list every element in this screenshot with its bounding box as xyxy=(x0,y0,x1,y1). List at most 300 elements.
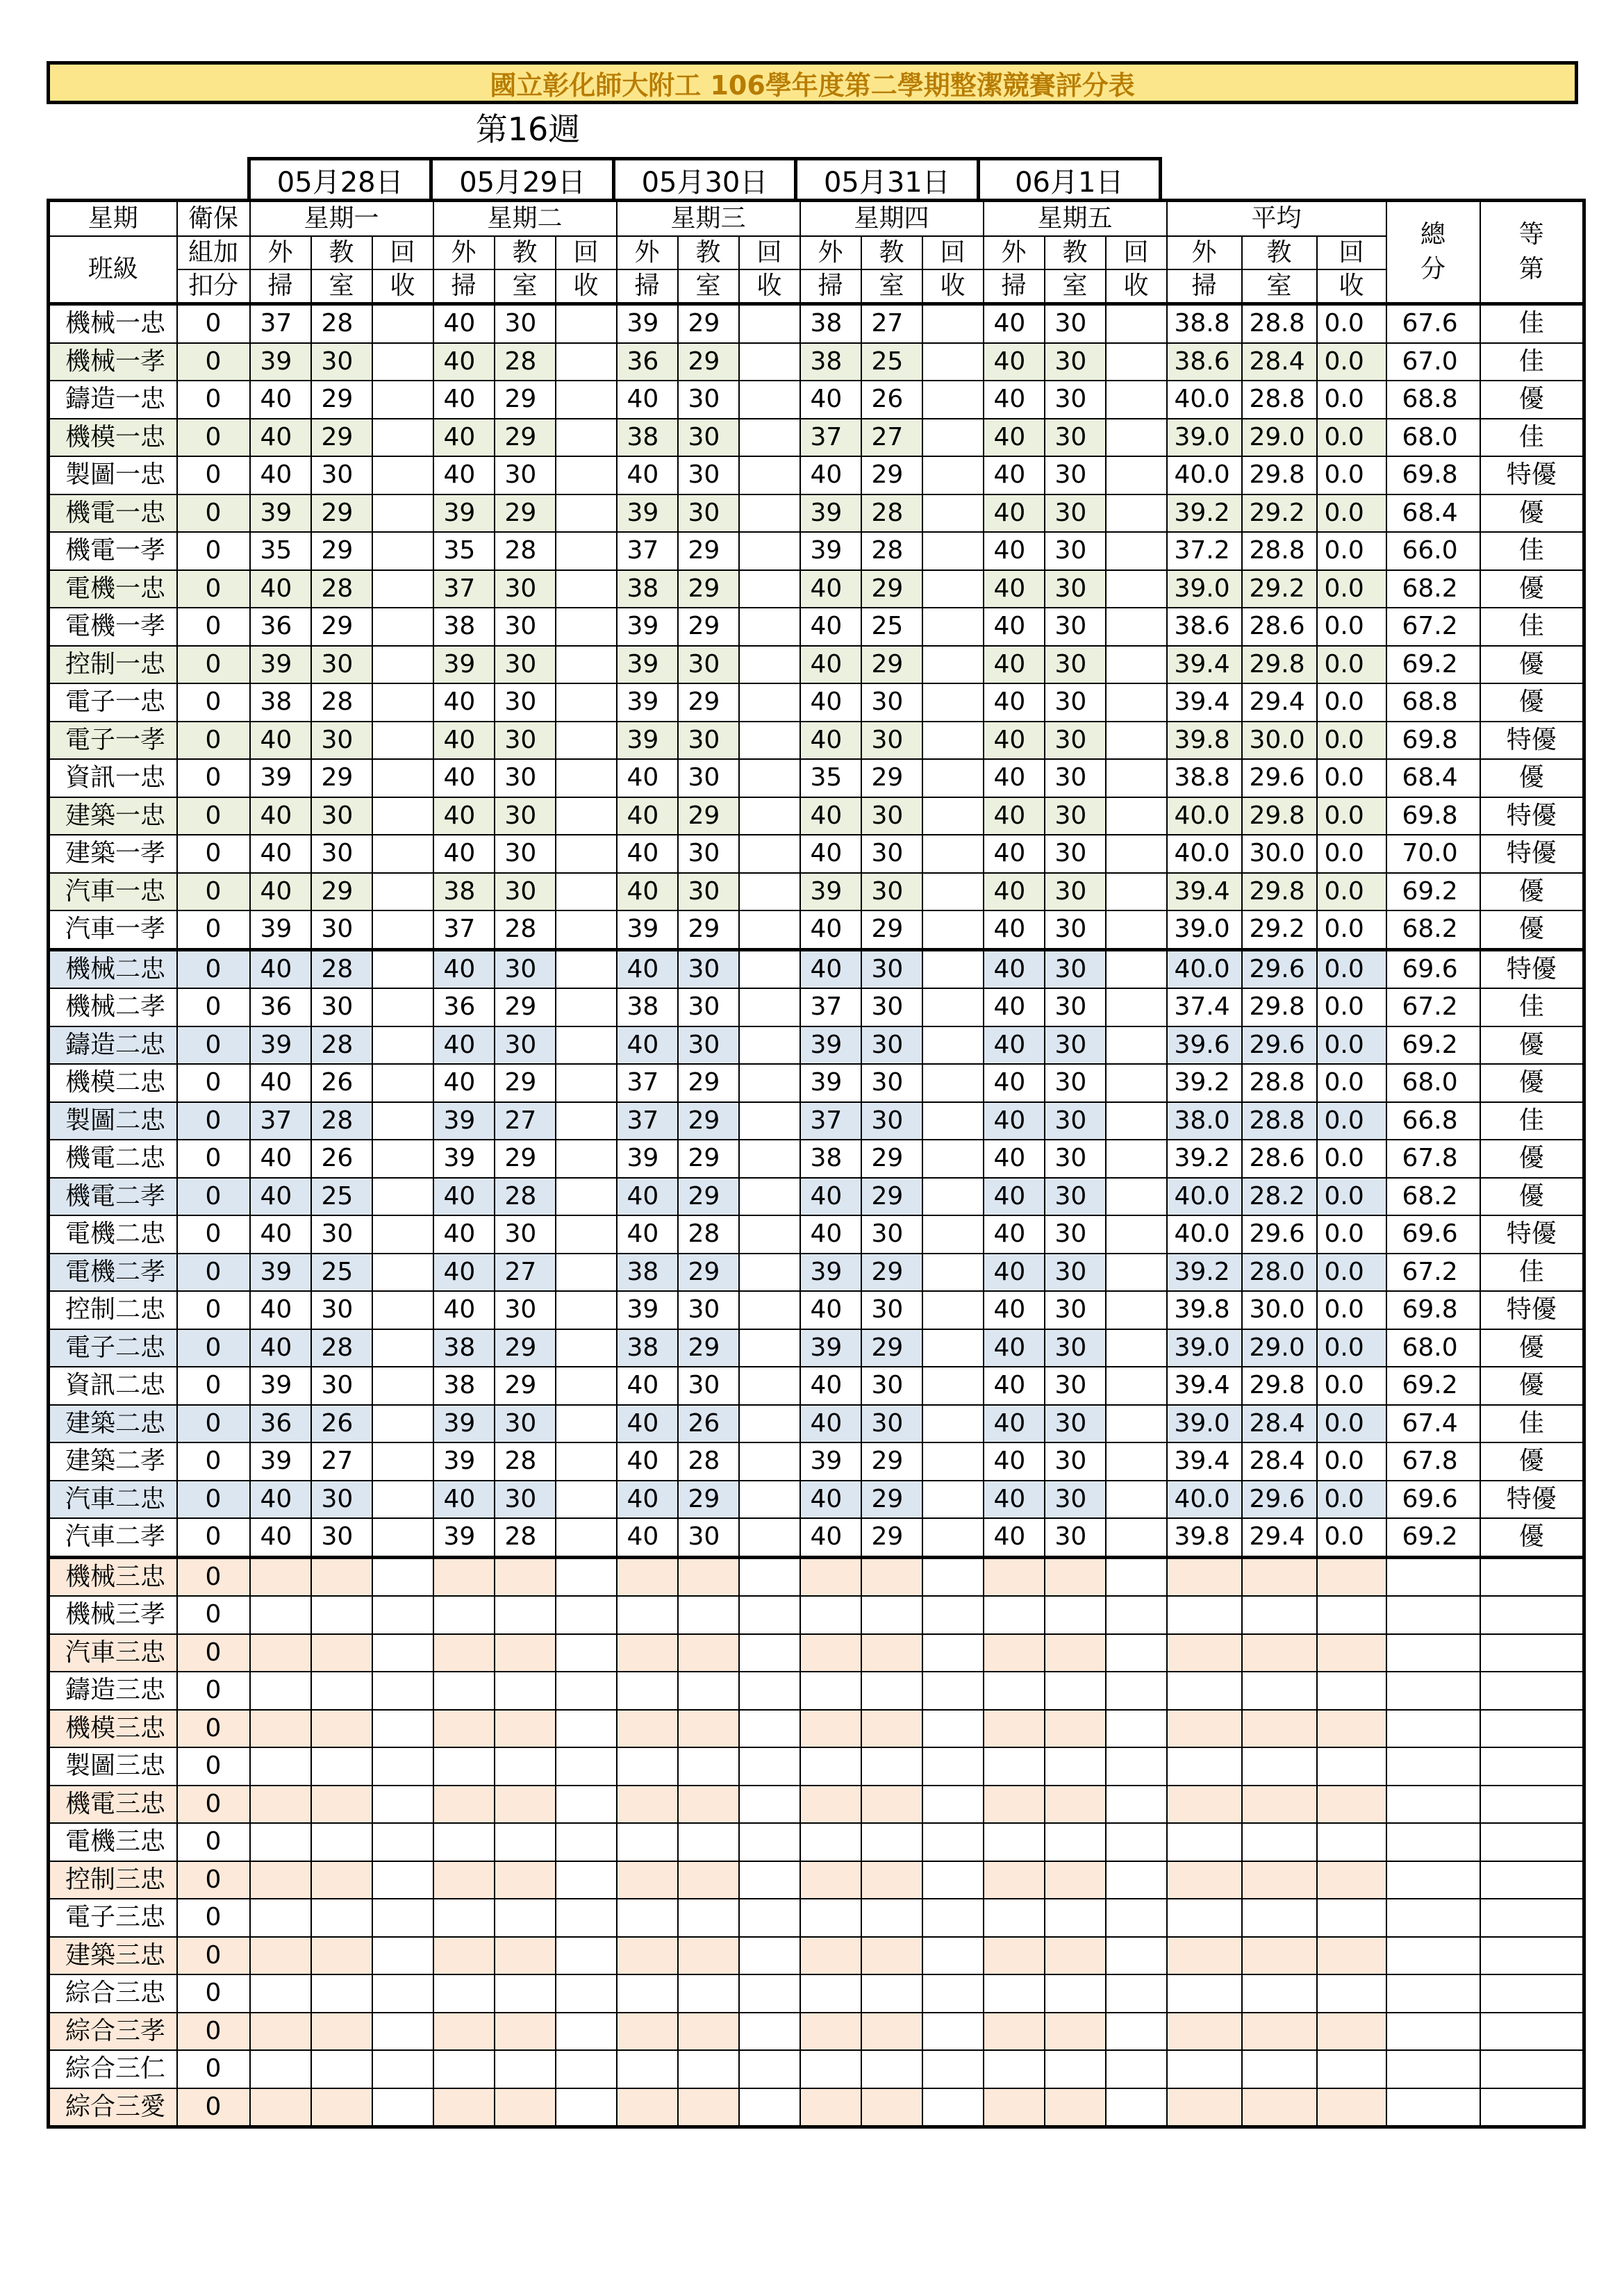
total-header-top: 總 xyxy=(1420,220,1445,249)
score-cell: 29 xyxy=(861,759,922,797)
score-cell: 26 xyxy=(678,1405,739,1443)
score-cell xyxy=(984,1634,1045,1672)
class-name-cell: 電機一孝 xyxy=(49,608,177,646)
date-cell: 05月31日 xyxy=(796,159,978,201)
score-cell xyxy=(372,2088,433,2127)
average-cell xyxy=(1317,1634,1386,1672)
score-cell: 38 xyxy=(250,683,311,722)
score-cell xyxy=(556,494,617,533)
average-cell: 0.0 xyxy=(1317,797,1386,835)
score-cell xyxy=(984,2013,1045,2051)
score-cell: 40 xyxy=(984,456,1045,494)
table-row xyxy=(49,2088,1584,2127)
score-cell: 30 xyxy=(311,343,372,381)
score-cell: 30 xyxy=(495,608,556,646)
score-cell xyxy=(922,1710,984,1748)
subheader-top: 外 xyxy=(1167,236,1242,269)
deduct-label-3: 扣分 xyxy=(177,269,250,304)
average-cell xyxy=(1242,1596,1317,1634)
score-cell xyxy=(556,1481,617,1519)
score-cell xyxy=(372,494,433,533)
score-cell xyxy=(311,1557,372,1596)
rank-cell: 優 xyxy=(1480,1140,1584,1178)
average-cell: 0.0 xyxy=(1317,646,1386,684)
total-cell xyxy=(1386,2088,1480,2127)
table-row xyxy=(49,532,1584,570)
average-cell: 0.0 xyxy=(1317,1481,1386,1519)
score-cell: 40 xyxy=(984,797,1045,835)
total-cell xyxy=(1386,1823,1480,1861)
table-row xyxy=(49,1518,1584,1557)
table-row xyxy=(49,1899,1584,1937)
total-cell: 67.8 xyxy=(1386,1442,1480,1481)
score-cell: 40 xyxy=(984,494,1045,533)
score-cell xyxy=(433,2013,495,2051)
score-cell xyxy=(922,2050,984,2088)
score-cell xyxy=(984,1672,1045,1710)
score-cell xyxy=(1045,2088,1106,2127)
score-cell xyxy=(1106,532,1167,570)
total-cell: 67.2 xyxy=(1386,1254,1480,1292)
score-cell: 39 xyxy=(250,343,311,381)
average-cell: 39.4 xyxy=(1167,873,1242,911)
score-cell xyxy=(800,1557,861,1596)
score-cell xyxy=(739,910,800,949)
score-cell: 30 xyxy=(678,835,739,873)
score-cell xyxy=(739,1367,800,1405)
average-cell: 39.8 xyxy=(1167,1291,1242,1329)
total-cell xyxy=(1386,1747,1480,1786)
subheader-bottom: 收 xyxy=(1106,269,1167,304)
deduct-cell: 0 xyxy=(177,1747,250,1786)
score-cell: 40 xyxy=(250,1518,311,1557)
score-cell: 26 xyxy=(311,1405,372,1443)
score-cell: 30 xyxy=(1045,988,1106,1026)
score-cell xyxy=(433,1672,495,1710)
average-cell: 39.6 xyxy=(1167,1026,1242,1065)
average-cell: 0.0 xyxy=(1317,1329,1386,1367)
score-cell: 29 xyxy=(495,1329,556,1367)
score-cell xyxy=(311,1937,372,1975)
score-cell: 29 xyxy=(678,570,739,608)
score-cell: 40 xyxy=(800,683,861,722)
score-cell xyxy=(739,343,800,381)
rank-cell xyxy=(1480,1557,1584,1596)
score-cell: 40 xyxy=(433,381,495,419)
date-cell: 05月30日 xyxy=(613,159,795,201)
score-cell: 29 xyxy=(678,910,739,949)
score-cell: 30 xyxy=(1045,1178,1106,1216)
score-cell: 25 xyxy=(311,1254,372,1292)
average-cell: 29.6 xyxy=(1242,759,1317,797)
score-cell: 40 xyxy=(800,570,861,608)
score-cell: 29 xyxy=(678,1064,739,1102)
score-cell: 30 xyxy=(678,456,739,494)
score-cell xyxy=(1106,1634,1167,1672)
score-cell: 30 xyxy=(495,1405,556,1443)
score-cell: 29 xyxy=(678,1329,739,1367)
subheader-bottom: 室 xyxy=(861,269,922,304)
average-cell: 29.6 xyxy=(1242,1481,1317,1519)
score-cell xyxy=(800,1861,861,1899)
score-cell xyxy=(1106,1254,1167,1292)
score-cell xyxy=(739,1634,800,1672)
score-cell: 30 xyxy=(495,722,556,760)
score-cell xyxy=(1106,2050,1167,2088)
score-cell xyxy=(1106,835,1167,873)
score-cell xyxy=(922,532,984,570)
score-cell xyxy=(1106,1329,1167,1367)
score-cell: 39 xyxy=(250,910,311,949)
score-cell xyxy=(556,608,617,646)
score-cell: 38 xyxy=(433,608,495,646)
score-cell: 40 xyxy=(984,759,1045,797)
score-cell xyxy=(739,419,800,457)
score-cell xyxy=(1106,570,1167,608)
score-cell xyxy=(1106,1140,1167,1178)
score-cell: 40 xyxy=(984,1442,1045,1481)
score-cell xyxy=(311,1634,372,1672)
average-cell: 30.0 xyxy=(1242,1291,1317,1329)
average-cell: 28.4 xyxy=(1242,343,1317,381)
score-cell: 29 xyxy=(495,419,556,457)
score-cell xyxy=(861,1899,922,1937)
score-cell: 40 xyxy=(433,759,495,797)
rank-cell: 優 xyxy=(1480,494,1584,533)
average-header: 平均 xyxy=(1167,201,1386,237)
score-cell: 30 xyxy=(1045,532,1106,570)
score-cell xyxy=(922,1672,984,1710)
score-cell xyxy=(922,683,984,722)
score-cell xyxy=(617,2050,678,2088)
average-cell xyxy=(1167,1823,1242,1861)
average-cell xyxy=(1242,1672,1317,1710)
table-row xyxy=(49,988,1584,1026)
class-name-cell: 汽車三忠 xyxy=(49,1634,177,1672)
score-cell xyxy=(372,1596,433,1634)
score-cell: 38 xyxy=(433,873,495,911)
score-cell: 39 xyxy=(433,1140,495,1178)
total-cell xyxy=(1386,1557,1480,1596)
score-cell xyxy=(739,570,800,608)
score-cell: 40 xyxy=(984,1291,1045,1329)
deduct-cell: 0 xyxy=(177,2013,250,2051)
total-cell: 69.8 xyxy=(1386,1291,1480,1329)
table-row xyxy=(49,2013,1584,2051)
score-cell: 40 xyxy=(800,910,861,949)
score-cell xyxy=(984,1786,1045,1824)
total-cell: 68.2 xyxy=(1386,570,1480,608)
score-cell xyxy=(800,1596,861,1634)
score-cell xyxy=(372,304,433,343)
weekday-header: 星期四 xyxy=(800,201,984,237)
rank-cell: 優 xyxy=(1480,1026,1584,1065)
average-cell: 37.2 xyxy=(1167,532,1242,570)
score-cell xyxy=(678,2013,739,2051)
score-cell xyxy=(1045,1710,1106,1748)
score-cell: 40 xyxy=(984,1064,1045,1102)
score-cell: 25 xyxy=(861,608,922,646)
class-name-cell: 機械二忠 xyxy=(49,949,177,988)
weekday-header: 星期五 xyxy=(984,201,1167,237)
score-cell xyxy=(739,683,800,722)
subheader-top: 教 xyxy=(311,236,372,269)
score-cell: 29 xyxy=(678,797,739,835)
score-cell xyxy=(800,1937,861,1975)
table-row xyxy=(49,608,1584,646)
score-cell: 30 xyxy=(861,797,922,835)
score-cell xyxy=(922,1178,984,1216)
score-cell xyxy=(250,1557,311,1596)
total-cell: 68.0 xyxy=(1386,419,1480,457)
average-cell xyxy=(1242,1861,1317,1899)
score-cell xyxy=(800,1974,861,2013)
score-cell xyxy=(250,2013,311,2051)
score-cell xyxy=(739,1937,800,1975)
class-name-cell: 機模一忠 xyxy=(49,419,177,457)
score-cell: 39 xyxy=(617,646,678,684)
score-cell xyxy=(311,1710,372,1748)
total-cell xyxy=(1386,1861,1480,1899)
rank-cell: 優 xyxy=(1480,1442,1584,1481)
deduct-cell: 0 xyxy=(177,1710,250,1748)
score-cell xyxy=(922,988,984,1026)
score-cell: 30 xyxy=(1045,1291,1106,1329)
score-cell xyxy=(433,2088,495,2127)
score-cell xyxy=(250,1823,311,1861)
score-cell: 30 xyxy=(1045,1254,1106,1292)
score-cell: 40 xyxy=(617,456,678,494)
score-cell: 40 xyxy=(617,1405,678,1443)
score-cell xyxy=(372,1861,433,1899)
score-cell xyxy=(739,1178,800,1216)
average-cell: 0.0 xyxy=(1317,1291,1386,1329)
score-cell: 40 xyxy=(617,873,678,911)
score-cell: 30 xyxy=(678,949,739,988)
score-cell xyxy=(556,1974,617,2013)
score-cell xyxy=(922,1254,984,1292)
score-cell: 30 xyxy=(861,1405,922,1443)
score-cell xyxy=(1106,1861,1167,1899)
score-cell xyxy=(739,1710,800,1748)
score-cell xyxy=(250,1786,311,1824)
score-cell xyxy=(556,1215,617,1254)
score-cell: 39 xyxy=(433,1442,495,1481)
score-cell xyxy=(739,608,800,646)
deduct-cell: 0 xyxy=(177,1215,250,1254)
rank-cell: 佳 xyxy=(1480,304,1584,343)
average-cell: 40.0 xyxy=(1167,381,1242,419)
total-cell: 66.0 xyxy=(1386,532,1480,570)
score-cell: 40 xyxy=(617,1178,678,1216)
score-cell xyxy=(311,1823,372,1861)
score-cell xyxy=(495,1747,556,1786)
score-cell: 40 xyxy=(617,1442,678,1481)
score-cell xyxy=(372,1367,433,1405)
score-cell: 39 xyxy=(800,1329,861,1367)
score-cell xyxy=(922,1634,984,1672)
subheader-bottom: 掃 xyxy=(984,269,1045,304)
score-cell xyxy=(800,1899,861,1937)
score-cell xyxy=(556,1557,617,1596)
score-cell: 30 xyxy=(1045,1518,1106,1557)
score-cell xyxy=(861,1747,922,1786)
average-cell xyxy=(1317,1861,1386,1899)
score-cell xyxy=(372,1102,433,1140)
score-cell: 37 xyxy=(800,419,861,457)
score-cell: 30 xyxy=(1045,683,1106,722)
score-cell xyxy=(556,343,617,381)
score-cell xyxy=(739,835,800,873)
table-row xyxy=(49,1596,1584,1634)
score-cell: 30 xyxy=(861,949,922,988)
score-cell: 39 xyxy=(433,1102,495,1140)
score-cell xyxy=(922,1596,984,1634)
subheader-top: 教 xyxy=(678,236,739,269)
score-cell xyxy=(556,419,617,457)
table-row xyxy=(49,1747,1584,1786)
class-name-cell: 建築三忠 xyxy=(49,1937,177,1975)
average-cell: 0.0 xyxy=(1317,1064,1386,1102)
average-cell: 0.0 xyxy=(1317,532,1386,570)
score-cell xyxy=(372,1786,433,1824)
subheader-bottom: 掃 xyxy=(250,269,311,304)
score-cell xyxy=(1106,722,1167,760)
average-cell: 28.4 xyxy=(1242,1442,1317,1481)
average-cell: 28.2 xyxy=(1242,1178,1317,1216)
weekday-label: 星期 xyxy=(49,201,177,237)
subheader-top: 教 xyxy=(1045,236,1106,269)
score-cell: 40 xyxy=(617,1367,678,1405)
score-cell: 40 xyxy=(984,910,1045,949)
score-cell: 30 xyxy=(1045,381,1106,419)
score-cell: 29 xyxy=(861,1442,922,1481)
score-cell xyxy=(739,1254,800,1292)
class-name-cell: 控制三忠 xyxy=(49,1861,177,1899)
score-cell xyxy=(250,1596,311,1634)
score-cell: 40 xyxy=(433,797,495,835)
score-cell xyxy=(556,873,617,911)
score-cell xyxy=(922,722,984,760)
total-cell xyxy=(1386,1786,1480,1824)
score-cell xyxy=(556,1823,617,1861)
average-cell: 38.0 xyxy=(1167,1102,1242,1140)
score-cell xyxy=(311,1861,372,1899)
total-cell: 67.2 xyxy=(1386,608,1480,646)
score-cell: 39 xyxy=(617,683,678,722)
score-cell: 29 xyxy=(678,1102,739,1140)
score-cell xyxy=(617,1974,678,2013)
score-cell xyxy=(556,456,617,494)
average-cell xyxy=(1167,2050,1242,2088)
subheader-top: 回 xyxy=(1106,236,1167,269)
score-cell xyxy=(800,2088,861,2127)
average-cell xyxy=(1317,2013,1386,2051)
score-cell: 30 xyxy=(495,1291,556,1329)
average-cell: 0.0 xyxy=(1317,1215,1386,1254)
score-cell xyxy=(495,1710,556,1748)
class-name-cell: 鑄造一忠 xyxy=(49,381,177,419)
rank-cell: 優 xyxy=(1480,381,1584,419)
score-cell xyxy=(678,1823,739,1861)
score-cell: 40 xyxy=(433,419,495,457)
deduct-cell: 0 xyxy=(177,419,250,457)
score-cell xyxy=(250,1710,311,1748)
score-cell: 30 xyxy=(678,494,739,533)
header-row-3 xyxy=(49,269,1584,304)
total-cell: 69.6 xyxy=(1386,1481,1480,1519)
score-cell: 39 xyxy=(617,722,678,760)
subheader-bottom: 室 xyxy=(311,269,372,304)
score-cell xyxy=(1106,1215,1167,1254)
score-cell: 40 xyxy=(984,683,1045,722)
score-cell: 40 xyxy=(984,343,1045,381)
rank-cell xyxy=(1480,1786,1584,1824)
score-cell xyxy=(556,2050,617,2088)
score-cell: 40 xyxy=(800,1518,861,1557)
subheader-bottom: 掃 xyxy=(800,269,861,304)
score-cell: 30 xyxy=(1045,797,1106,835)
deduct-label-2: 組加 xyxy=(177,236,250,269)
score-cell xyxy=(556,1710,617,1748)
score-cell: 36 xyxy=(433,988,495,1026)
score-cell: 40 xyxy=(617,1026,678,1065)
score-cell: 40 xyxy=(800,949,861,988)
table-row xyxy=(49,910,1584,949)
score-cell xyxy=(861,1710,922,1748)
average-cell: 39.0 xyxy=(1167,1405,1242,1443)
score-cell: 29 xyxy=(678,343,739,381)
score-cell xyxy=(922,1140,984,1178)
average-cell xyxy=(1167,1974,1242,2013)
score-cell xyxy=(739,2088,800,2127)
score-cell xyxy=(617,2013,678,2051)
score-cell xyxy=(922,1823,984,1861)
subheader-bottom: 收 xyxy=(372,269,433,304)
subheader-bottom: 收 xyxy=(556,269,617,304)
score-cell xyxy=(1106,988,1167,1026)
deduct-cell: 0 xyxy=(177,988,250,1026)
score-cell: 40 xyxy=(800,381,861,419)
score-cell: 40 xyxy=(250,381,311,419)
total-cell: 69.8 xyxy=(1386,797,1480,835)
total-cell: 68.2 xyxy=(1386,910,1480,949)
class-name-cell: 電子一孝 xyxy=(49,722,177,760)
rank-cell: 優 xyxy=(1480,1064,1584,1102)
score-cell: 30 xyxy=(1045,304,1106,343)
score-cell: 40 xyxy=(984,1140,1045,1178)
score-cell xyxy=(617,1634,678,1672)
score-cell: 30 xyxy=(1045,419,1106,457)
score-cell xyxy=(556,1634,617,1672)
rank-cell xyxy=(1480,1899,1584,1937)
score-cell xyxy=(922,1442,984,1481)
score-cell xyxy=(922,1747,984,1786)
score-cell xyxy=(556,1178,617,1216)
class-name-cell: 機械二孝 xyxy=(49,988,177,1026)
class-name-cell: 電機一忠 xyxy=(49,570,177,608)
average-cell: 39.2 xyxy=(1167,494,1242,533)
score-cell: 40 xyxy=(984,419,1045,457)
score-cell xyxy=(1045,1786,1106,1824)
average-cell: 0.0 xyxy=(1317,988,1386,1026)
score-cell xyxy=(556,835,617,873)
average-cell xyxy=(1242,1823,1317,1861)
score-cell xyxy=(861,1937,922,1975)
score-cell xyxy=(372,797,433,835)
deduct-cell: 0 xyxy=(177,1291,250,1329)
score-cell: 30 xyxy=(495,646,556,684)
